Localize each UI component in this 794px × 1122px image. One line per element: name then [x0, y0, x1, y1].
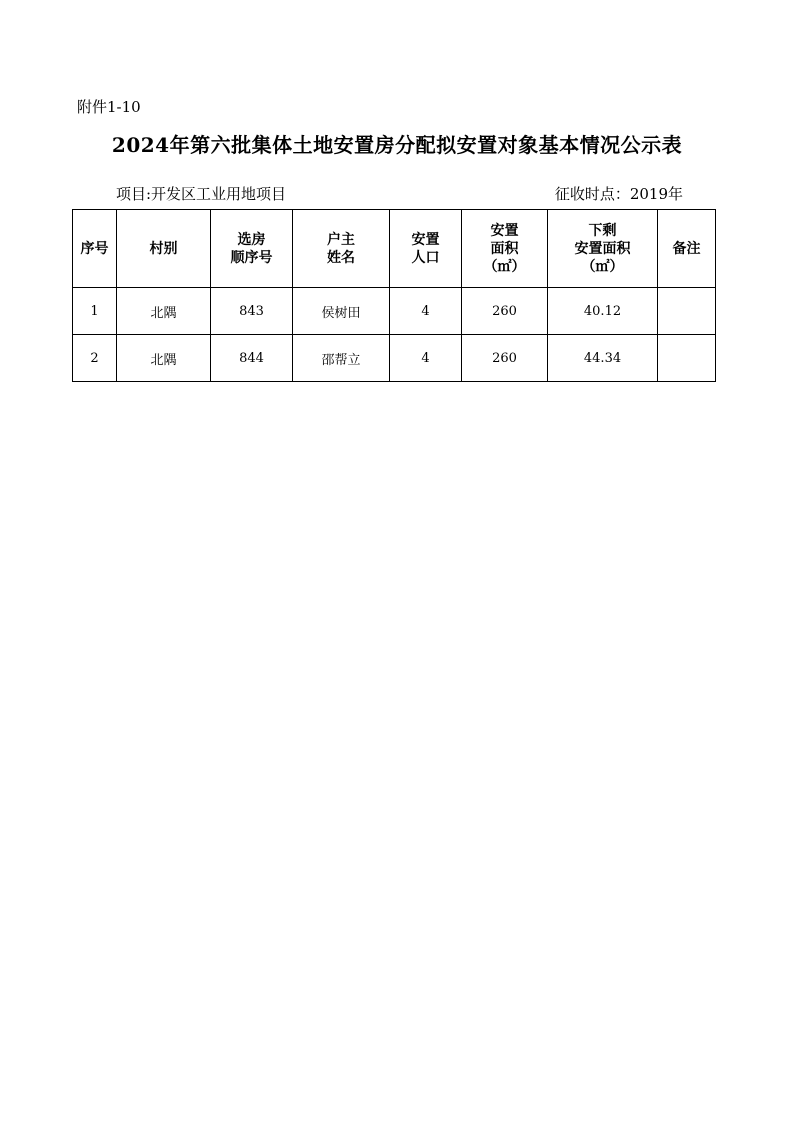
header-resettled-population: 安置 人口 [390, 210, 462, 288]
acquisition-time: 征收时点：2019年 [554, 185, 683, 203]
cell-resettled-population: 4 [390, 335, 462, 382]
header-householder-name: 户主 姓名 [293, 210, 390, 288]
cell-village: 北隅 [117, 288, 211, 335]
cell-village: 北隅 [117, 335, 211, 382]
document-title: 2024年第六批集体土地安置房分配拟安置对象基本情况公示表 [111, 133, 683, 157]
cell-householder-name: 侯树田 [293, 288, 390, 335]
table-header-row [73, 210, 716, 288]
header-remaining-area: 下剩 安置面积 （㎡） [548, 210, 658, 288]
header-seq: 序号 [73, 210, 117, 288]
cell-resettlement-area: 260 [462, 288, 548, 335]
header-village: 村别 [117, 210, 211, 288]
cell-seq: 1 [73, 288, 117, 335]
cell-remaining-area: 44.34 [548, 335, 658, 382]
cell-resettled-population: 4 [390, 288, 462, 335]
table-row [73, 335, 716, 382]
cell-resettlement-area: 260 [462, 335, 548, 382]
cell-seq: 2 [73, 335, 117, 382]
header-resettlement-area: 安置 面积 （㎡） [462, 210, 548, 288]
cell-remarks [658, 288, 716, 335]
table-row [73, 288, 716, 335]
project-name: 项目:开发区工业用地项目 [116, 185, 287, 203]
cell-selection-order: 844 [211, 335, 293, 382]
header-selection-order: 选房 顺序号 [211, 210, 293, 288]
resettlement-table [72, 209, 716, 382]
cell-householder-name: 邵帮立 [293, 335, 390, 382]
attachment-label: 附件1-10 [77, 98, 141, 116]
cell-remarks [658, 335, 716, 382]
cell-remaining-area: 40.12 [548, 288, 658, 335]
cell-selection-order: 843 [211, 288, 293, 335]
header-remarks: 备注 [658, 210, 716, 288]
